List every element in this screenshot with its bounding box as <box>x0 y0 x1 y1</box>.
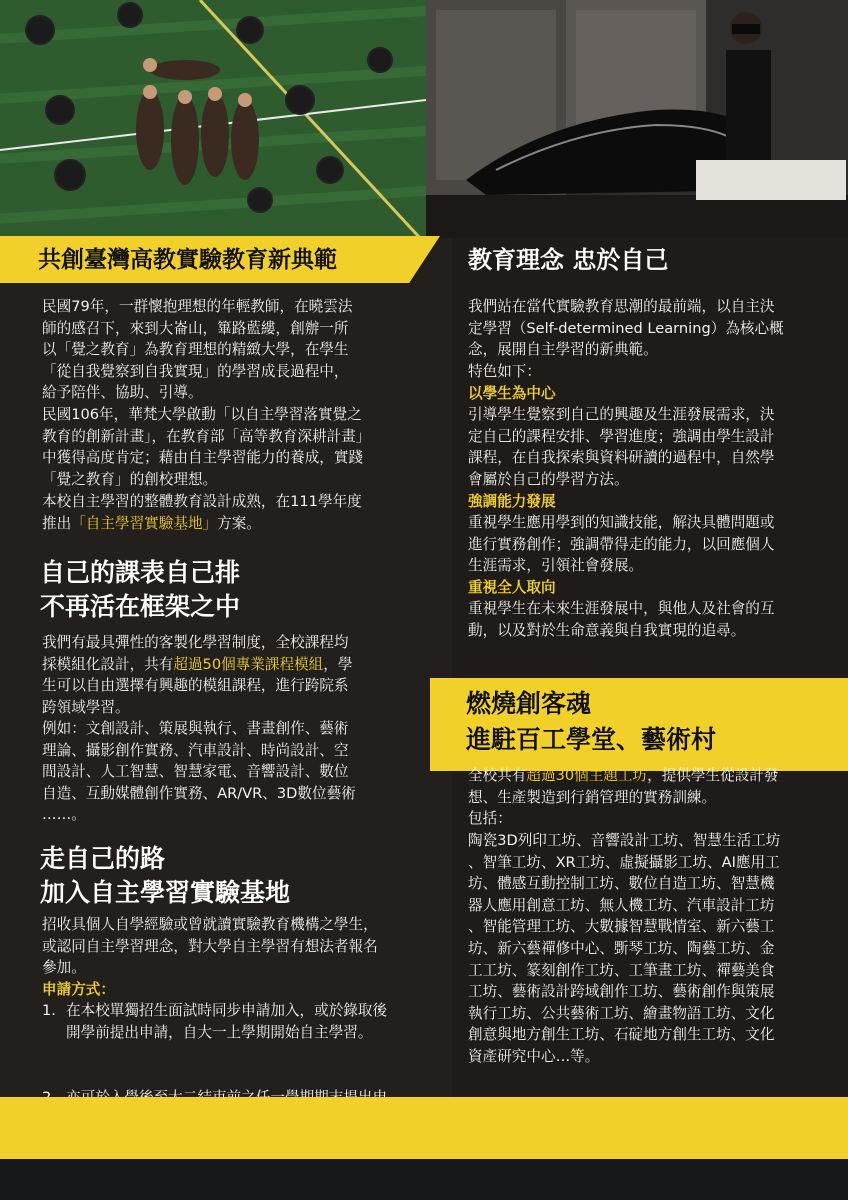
photo-car-design <box>426 0 848 238</box>
feature-text-ability: 重視學生應用學到的知識技能，解決具體問題或 進行實務創作；強調帶得走的能力，以回應個人 生涯需求，引領社會發展。 <box>468 514 775 575</box>
sec5-p1-text: 全校共有 <box>468 767 527 784</box>
apply-method-label: 申請方式： <box>42 981 115 998</box>
apply-item-1 <box>42 1000 466 1043</box>
sec2-p1-highlight: 超過50個專業課程模組 <box>173 655 324 673</box>
section-title-philosophy: 教育理念 忠於自己 <box>468 246 669 274</box>
section-title-line: 進駐百工學堂、藝術村 <box>466 725 717 754</box>
feature-text-student-centered: 引導學生覺察到自己的興趣及生涯發展需求，決 定自己的課程安排、學習進度；強調由學生設計 課程，在自我探索與資料研讀的過程中，自然學 會屬於自己的學習方法。 <box>468 406 775 488</box>
photo-drone-team <box>0 0 426 238</box>
section-title-line: 自己的課表自己排 <box>40 558 241 587</box>
sec5-p1-tail: ，提供學生從設計發 想、生產製造到行銷管理的實務訓練。 包括： <box>468 767 779 828</box>
sec1-p3-tail: 方案。 <box>217 514 261 532</box>
section-title-cocreate: 共創臺灣高教實驗教育新典範 <box>38 247 337 273</box>
section-title-line: 燃燒創客魂 <box>466 689 592 718</box>
sec1-paragraph-3 <box>42 491 442 534</box>
section-title-line: 加入自主學習實驗基地 <box>40 878 291 907</box>
sec2-p1-text: 我們有最具彈性的客製化學習制度，全校課程均 採模組化設計，共有 <box>42 634 349 673</box>
sec2-p1-tail: ，學 生可以自由選擇有興趣的模組課程，進行跨院系 跨領域學習。 <box>42 655 353 716</box>
feature-title-holistic: 重視全人取向 <box>468 579 556 596</box>
section-title-schedule <box>40 556 240 624</box>
section-title-line: 不再活在框架之中 <box>40 592 241 621</box>
sec5-p1-highlight: 超過30個主題工坊 <box>526 767 648 784</box>
sec5-workshop-list: 陶瓷3D列印工坊、音響設計工坊、智慧生活工坊 、智筆工坊、XR工坊、虛擬攝影工坊、AI應用工 坊、體感互動控制工坊、數位自造工坊、智慧機 器人應用創意工坊、無人機工坊、汽車設計工坊 、智能管理工坊、大數據智慧戰情室、新六藝工 坊、新六藝禪修中心、斲琴工坊、陶藝工坊、金 工工坊、篆刻創作工坊、工筆畫工坊、禪藝美食 工坊、藝術設計跨域創作工坊、藝術創作與策展 執行工坊、公共藝術工坊、繪畫物語工坊、文化 創意與地方創生工坊、石碇地方創生工坊、文化 資產研究中心…等。 <box>468 832 781 1065</box>
list-text: 在本校單獨招生面試時同步申請加入，或於錄取後 開學前提出申請，自大一上學期開始自主學習。 <box>66 1002 388 1041</box>
sec1-p3-highlight: 「自主學習實驗基地」 <box>71 514 218 532</box>
sec2-paragraph-2: 例如：文創設計、策展與執行、書畫創作、藝術 理論、攝影創作實務、汽車設計、時尚設計、空 間設計、人工智慧、智慧家電、音響設計、數位 自造、互動媒體創作實務、AR/VR、3D數位藝術 ……。 <box>42 720 356 824</box>
feature-text-holistic: 重視學生在未來生涯發展中，與他人及社會的互 動，以及對於生命意義與自我實現的追尋。 <box>468 600 775 639</box>
sec5-paragraph-1 <box>468 765 840 830</box>
section-title-maker <box>466 686 716 758</box>
sec1-paragraph-2: 民國106年，華梵大學啟動「以自主學習落實覺之 教育的創新計畫」，在教育部「高等教育深耕計畫」 中獲得高度肯定；藉由自主學習能力的養成，實踐 「覺之教育」的創校理想。 <box>42 406 371 488</box>
feature-title-ability: 強調能力發展 <box>468 493 556 510</box>
sec2-paragraph-1 <box>42 632 442 718</box>
sec3-paragraph-1: 招收具個人自學經驗或曾就讀實驗教育機構之學生， 或認同自主學習理念，對大學自主學習有想法者報名 參加。 <box>42 916 378 977</box>
section-title-join <box>40 842 290 910</box>
footer-yellow-band <box>0 1097 848 1159</box>
sec4-intro: 我們站在當代實驗教育思潮的最前端，以自主決 定學習（Self-determined Learning）為核心概 念，展開自主學習的新典範。 特色如下： <box>468 298 784 380</box>
feature-title-student-centered: 以學生為中心 <box>468 385 556 402</box>
sec1-paragraph-1: 民國79年，一群懷抱理想的年輕教師，在曉雲法 師的感召下，來到大崙山，篳路藍縷，創辦一所 以「覺之教育」為教育理想的精緻大學，在學生 「從自我覺察到自我實現」的學習成長過程中， 給予陪伴、協助、引導。 <box>42 298 353 402</box>
list-number: 1. <box>42 1002 56 1019</box>
footer-strip <box>0 1159 848 1200</box>
sec1-p3-text: 本校自主學習的整體教育設計成熟，在111學年度 推出 <box>42 493 362 532</box>
section-title-line: 走自己的路 <box>40 844 166 873</box>
